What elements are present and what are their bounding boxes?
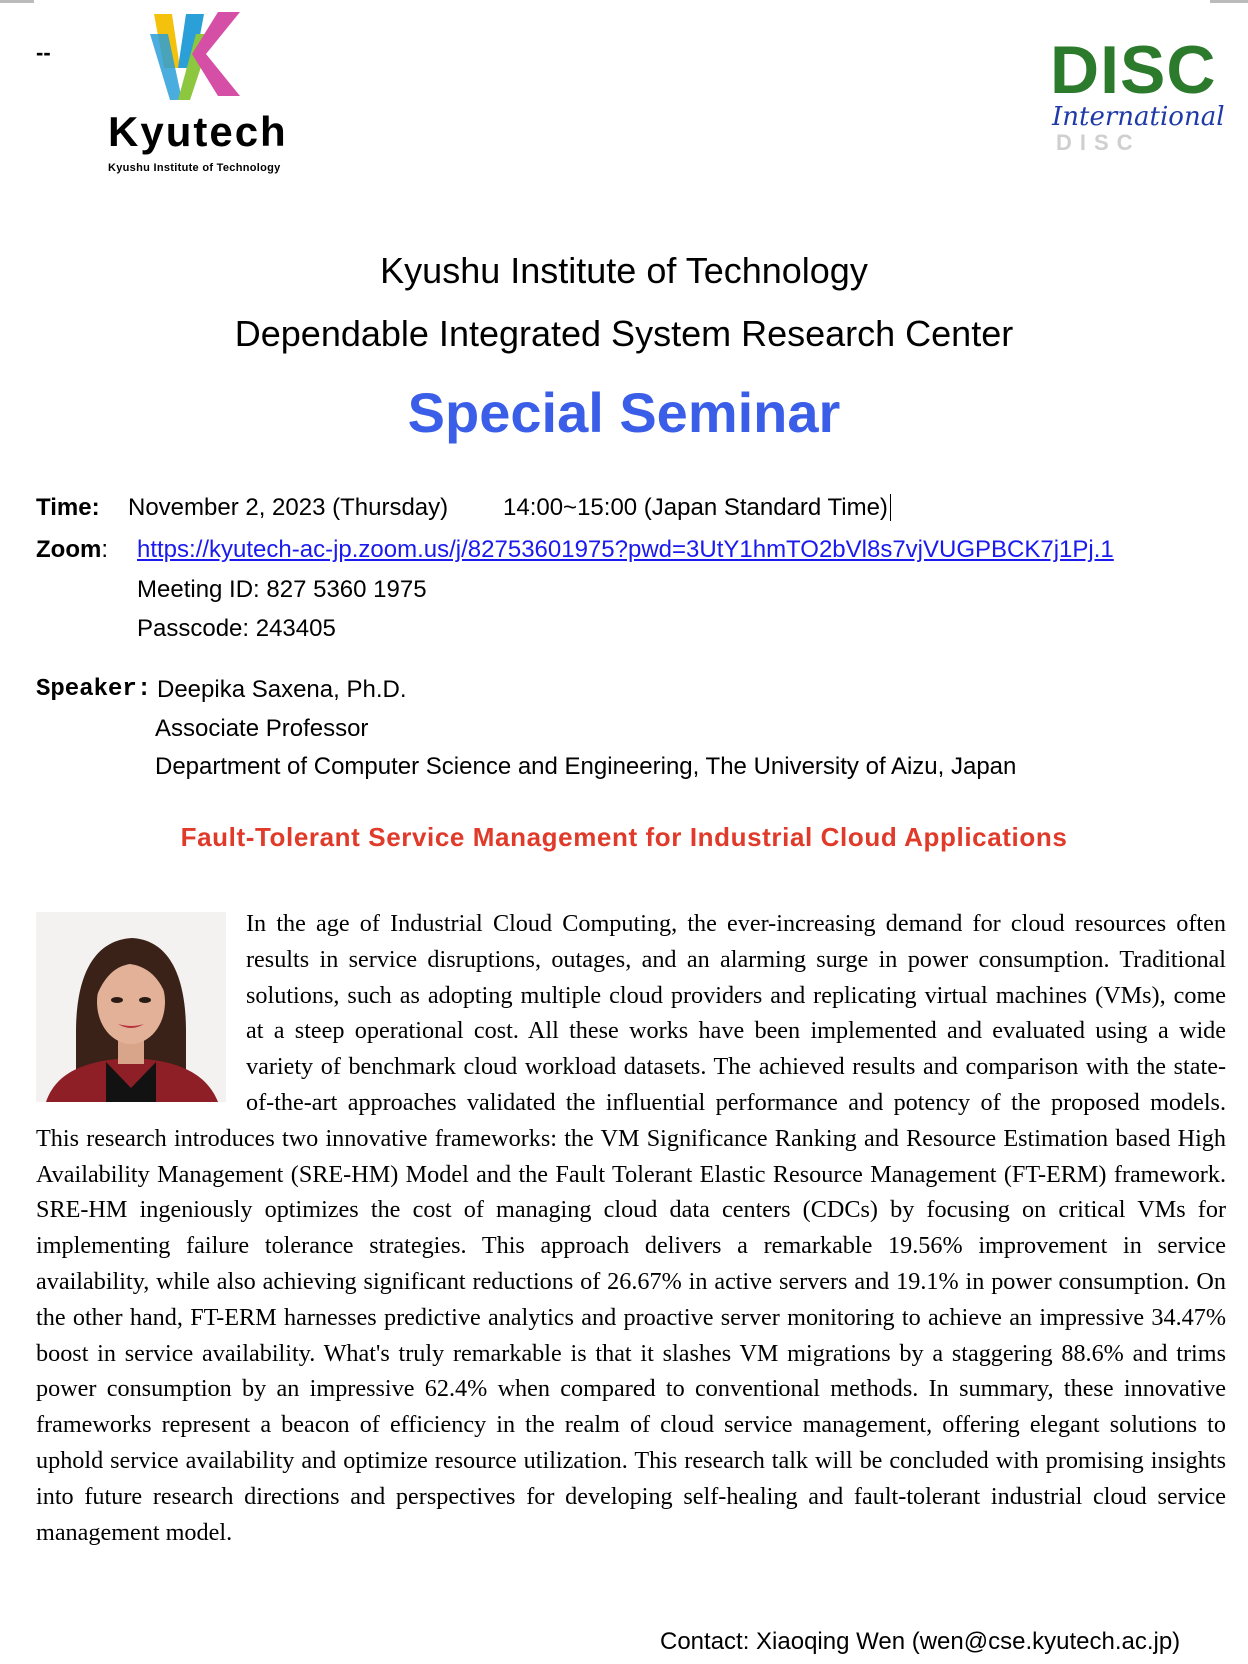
- speaker-name: Deepika Saxena, Ph.D.: [157, 676, 407, 703]
- top-right-rule: [1210, 0, 1248, 3]
- disc-logo-subtitle: International: [1052, 102, 1225, 132]
- center-heading: Dependable Integrated System Research Center: [234, 313, 1014, 354]
- zoom-label: Zoom:: [36, 536, 108, 563]
- contact-info: Contact: Xiaoqing Wen (wen@cse.kyutech.ac.jp): [660, 1628, 1181, 1655]
- time-label: Time:: [36, 494, 100, 521]
- meeting-id: Meeting ID: 827 5360 1975: [137, 576, 427, 603]
- zoom-link[interactable]: https://kyutech-ac-jp.zoom.us/j/82753601975?pwd=3UtY1hmTO2bVl8s7vjVUGPBCK7j1Pj.1: [137, 536, 1114, 563]
- kyutech-subtitle: Kyushu Institute of Technology: [108, 162, 281, 174]
- speaker-label: Speaker:: [36, 676, 152, 703]
- speaker-position: Associate Professor: [155, 715, 369, 742]
- event-hours: 14:00~15:00 (Japan Standard Time): [503, 494, 891, 522]
- kyutech-wordmark: Kyutech: [108, 108, 288, 155]
- disc-logo-reflection: DISC: [1056, 130, 1141, 155]
- top-mark: --: [36, 40, 51, 65]
- talk-title: Fault-Tolerant Service Management for Industrial Cloud Applications: [180, 822, 1068, 852]
- event-date: November 2, 2023 (Thursday): [128, 494, 449, 521]
- speaker-affiliation: Department of Computer Science and Engineering, The University of Aizu, Japan: [155, 753, 1017, 780]
- passcode: Passcode: 243405: [137, 615, 336, 642]
- talk-abstract: In the age of Industrial Cloud Computing, the ever-increasing demand for cloud resources often results in service disruptions, outages, and an alarming surge in power consumption. Traditional solutions, such as adopting multiple cloud providers and replicating virtual machines (VMs), come at a steep operational cost. All these works have been implemented and evaluated using a wide variety of benchmark cloud workload datasets. The achieved results and comparison with the state-of-the-art approaches validated the influential performance and potency of the proposed models. This research introduces two innovative frameworks: the VM Significance Ranking and Resource Estimation based High Availability Management (SRE-HM) Model and the Fault Tolerant Elastic Resource Management (FT-ERM) framework. SRE-HM ingeniously optimizes the cost of managing cloud data centers (CDCs) by focusing on critical VMs for implementing failure tolerance strategies. This approach delivers a remarkable 19.56% improvement in service availability, while also achieving significant reductions of 26.67% in active servers and 19.1% in power consumption. On the other hand, FT-ERM harnesses predictive analytics and proactive server monitoring to achieve an impressive 34.47% boost in service availability. What's truly remarkable is that it slashes VM migrations by a staggering 88.6% and trims power consumption by an impressive 62.4% when compared to conventional methods. In summary, these innovative frameworks represent a beacon of efficiency in the realm of cloud service management, offering elegant solutions to uphold service availability and optimize resource utilization. This research talk will be concluded with promising insights into future research directions and perspectives for developing self-healing and fault-tolerant industrial cloud service management model.: [36, 910, 1226, 1546]
- institute-heading: Kyushu Institute of Technology: [380, 250, 868, 291]
- top-left-rule: [0, 0, 34, 3]
- event-title: Special Seminar: [407, 381, 841, 444]
- disc-logo-wordmark: DISC: [1050, 32, 1217, 108]
